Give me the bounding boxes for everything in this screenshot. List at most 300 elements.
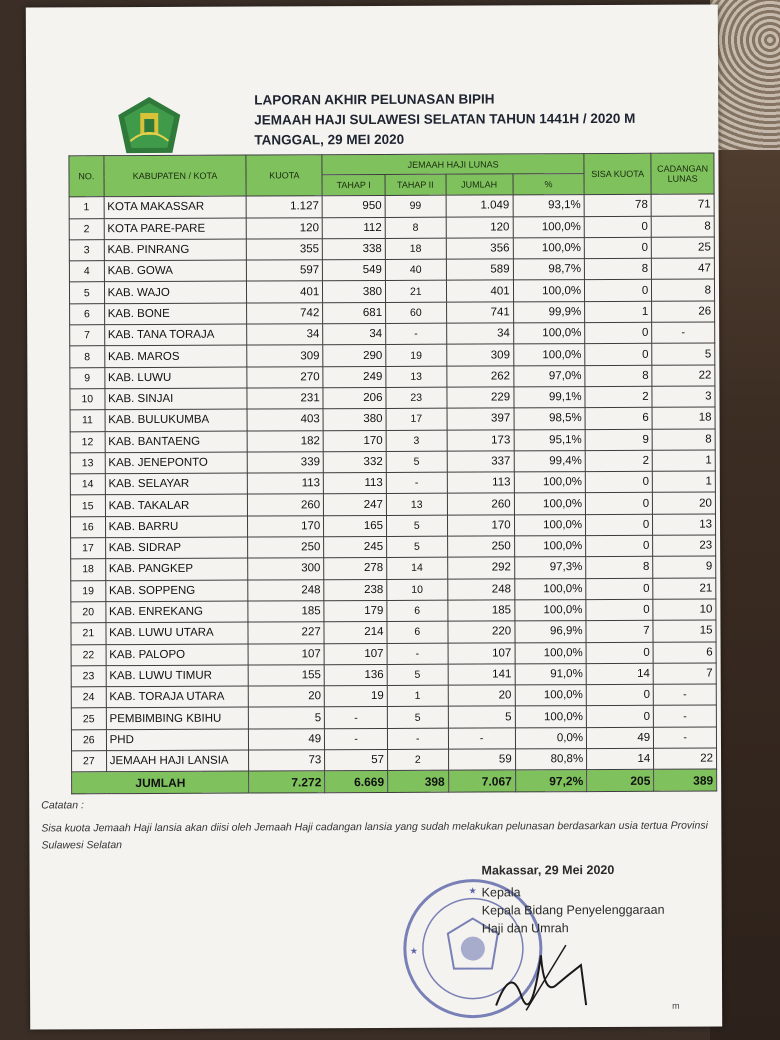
- row-percent: 100,0%: [513, 237, 585, 259]
- row-tahap-1: 179: [324, 600, 387, 622]
- row-no: 10: [70, 389, 105, 410]
- row-sisa-kuota: 0: [586, 493, 653, 515]
- row-kabupaten: JEMAAH HAJI LANSIA: [106, 750, 249, 772]
- row-tahap-2: 19: [386, 345, 447, 367]
- row-tahap-1: 338: [323, 238, 386, 260]
- row-tahap-2: 6: [387, 621, 448, 643]
- table-body: [69, 194, 717, 772]
- row-kabupaten: KAB. JENEPONTO: [105, 452, 248, 474]
- row-sisa-kuota: 0: [586, 535, 653, 557]
- row-tahap-1: 19: [324, 686, 387, 708]
- row-cadangan: 22: [654, 748, 717, 770]
- row-tahap-2: 10: [387, 579, 448, 601]
- svg-text:★: ★: [468, 885, 477, 896]
- row-percent: 99,9%: [513, 301, 585, 323]
- row-no: 20: [71, 602, 106, 623]
- row-cadangan: 5: [652, 343, 715, 365]
- row-kuota: 597: [247, 260, 323, 282]
- row-kabupaten: KAB. BANTAENG: [105, 431, 248, 453]
- row-jumlah: 397: [447, 408, 514, 430]
- row-no: 27: [72, 751, 107, 772]
- row-cadangan: -: [654, 705, 717, 727]
- row-sisa-kuota: 14: [586, 663, 653, 685]
- row-tahap-1: 112: [322, 217, 385, 239]
- row-jumlah: 220: [448, 621, 515, 643]
- row-kabupaten: KAB. SINJAI: [105, 388, 248, 410]
- row-kuota: 270: [247, 366, 323, 388]
- total-label: JUMLAH: [72, 771, 250, 794]
- row-jumlah: 292: [447, 557, 514, 579]
- row-cadangan: 71: [651, 194, 714, 216]
- row-tahap-1: -: [325, 707, 388, 729]
- ministry-logo-icon: [114, 95, 184, 157]
- row-kabupaten: KAB. ENREKANG: [105, 601, 248, 623]
- row-percent: 98,7%: [513, 259, 585, 281]
- row-kabupaten: KAB. WAJO: [104, 282, 247, 304]
- row-no: 18: [71, 559, 106, 580]
- row-tahap-2: -: [387, 643, 448, 665]
- row-kabupaten: KAB. LUWU UTARA: [106, 622, 249, 644]
- row-tahap-1: 206: [323, 387, 386, 409]
- row-sisa-kuota: 49: [587, 727, 654, 749]
- row-no: 8: [70, 346, 105, 367]
- header-cadangan: CADANGAN LUNAS: [651, 153, 714, 195]
- role-line-1: Kepala: [481, 885, 521, 900]
- row-percent: 97,3%: [514, 557, 586, 579]
- row-tahap-2: 60: [386, 302, 447, 324]
- row-tahap-1: 950: [322, 196, 385, 218]
- row-sisa-kuota: 1: [585, 301, 652, 323]
- total-tahap-1: 6.669: [325, 771, 388, 793]
- row-percent: 96,9%: [515, 621, 587, 643]
- row-kuota: 120: [247, 217, 323, 239]
- row-cadangan: 47: [652, 258, 715, 280]
- row-tahap-2: 5: [386, 515, 447, 537]
- row-percent: 100,0%: [513, 344, 585, 366]
- total-tahap-2: 398: [388, 770, 449, 792]
- row-kabupaten: PHD: [106, 729, 249, 751]
- row-sisa-kuota: 0: [585, 471, 652, 493]
- row-sisa-kuota: 0: [584, 216, 651, 238]
- row-cadangan: 13: [653, 514, 716, 536]
- row-percent: 95,1%: [514, 429, 586, 451]
- table-row: [70, 343, 715, 367]
- row-cadangan: 8: [652, 429, 715, 451]
- row-percent: 99,1%: [514, 387, 586, 409]
- row-sisa-kuota: 0: [586, 514, 653, 536]
- row-kuota: 742: [247, 303, 323, 325]
- row-no: 13: [70, 453, 105, 474]
- row-kabupaten: KAB. PALOPO: [106, 644, 249, 666]
- row-tahap-2: 2: [387, 749, 448, 771]
- report-title: [254, 89, 684, 151]
- table-row: [71, 705, 716, 729]
- row-jumlah: 589: [446, 259, 513, 281]
- row-no: 1: [69, 197, 104, 218]
- table-row: [71, 599, 716, 623]
- row-percent: 100,0%: [513, 323, 585, 345]
- row-tahap-2: 13: [386, 366, 447, 388]
- row-sisa-kuota: 8: [585, 365, 652, 387]
- row-no: 7: [70, 325, 105, 346]
- place-date: Makassar, 29 Mei 2020: [481, 862, 615, 878]
- table-row: [70, 450, 715, 474]
- row-no: 4: [69, 261, 104, 282]
- table-row: [71, 663, 716, 687]
- row-tahap-2: 6: [387, 600, 448, 622]
- row-kuota: 73: [249, 750, 325, 772]
- row-cadangan: 1: [652, 450, 715, 472]
- row-cadangan: 3: [652, 386, 715, 408]
- row-no: 2: [69, 218, 104, 239]
- row-kabupaten: KAB. TANA TORAJA: [104, 324, 247, 346]
- row-tahap-1: 113: [324, 473, 387, 495]
- row-tahap-1: 290: [323, 345, 386, 367]
- row-sisa-kuota: 2: [585, 386, 652, 408]
- row-jumlah: 185: [447, 600, 514, 622]
- row-kabupaten: KAB. TAKALAR: [105, 495, 248, 517]
- row-percent: 100,0%: [515, 642, 587, 664]
- row-sisa-kuota: 2: [585, 450, 652, 472]
- row-cadangan: 8: [651, 216, 714, 238]
- row-sisa-kuota: 14: [587, 748, 654, 770]
- role-line-3: Haji dan Umrah: [481, 921, 569, 936]
- row-cadangan: 23: [653, 535, 716, 557]
- row-tahap-2: 5: [387, 664, 448, 686]
- table-row: [70, 492, 715, 516]
- row-no: 17: [71, 538, 106, 559]
- row-sisa-kuota: 0: [584, 237, 651, 259]
- row-tahap-2: 3: [386, 430, 447, 452]
- row-jumlah: 113: [447, 472, 514, 494]
- total-percent: 97,2%: [515, 770, 587, 792]
- row-percent: 100,0%: [514, 493, 586, 515]
- row-kabupaten: KAB. GOWA: [104, 260, 247, 282]
- row-jumlah: 229: [446, 387, 513, 409]
- table-row: [71, 578, 716, 602]
- row-tahap-2: 14: [387, 558, 448, 580]
- row-kuota: 260: [248, 494, 324, 516]
- table-row: [71, 556, 716, 580]
- row-jumlah: -: [448, 728, 515, 750]
- row-kuota: 113: [248, 473, 324, 495]
- header-kabupaten: KABUPATEN / KOTA: [104, 155, 247, 197]
- row-sisa-kuota: 7: [586, 621, 653, 643]
- total-jumlah: 7.067: [448, 770, 515, 792]
- row-cadangan: 22: [652, 365, 715, 387]
- row-jumlah: 20: [448, 685, 515, 707]
- row-percent: 100,0%: [514, 536, 586, 558]
- row-kabupaten: KAB. MAROS: [104, 345, 247, 367]
- row-cadangan: 10: [653, 599, 716, 621]
- row-no: 14: [70, 474, 105, 495]
- row-sisa-kuota: 0: [585, 344, 652, 366]
- header-no: NO.: [69, 156, 104, 197]
- table-row: [70, 322, 715, 346]
- row-no: 22: [71, 644, 106, 665]
- row-tahap-1: 214: [324, 622, 387, 644]
- row-sisa-kuota: 0: [586, 599, 653, 621]
- row-percent: 100,0%: [515, 706, 587, 728]
- notes-heading: Catatan :: [41, 799, 84, 812]
- row-tahap-1: 107: [324, 643, 387, 665]
- row-kuota: 355: [247, 239, 323, 261]
- table-row: [69, 194, 714, 218]
- row-tahap-2: 40: [385, 259, 446, 281]
- row-jumlah: 170: [447, 515, 514, 537]
- row-no: 3: [69, 240, 104, 261]
- row-cadangan: 18: [652, 407, 715, 429]
- row-no: 6: [70, 303, 105, 324]
- row-tahap-2: -: [387, 728, 448, 750]
- row-kuota: 248: [248, 579, 324, 601]
- row-cadangan: 7: [653, 663, 716, 685]
- row-no: 23: [71, 665, 106, 686]
- row-percent: 80,8%: [515, 749, 587, 771]
- row-no: 15: [70, 495, 105, 516]
- row-kabupaten: KAB. BARRU: [105, 516, 248, 538]
- row-percent: 100,0%: [513, 216, 585, 238]
- notes-section: [41, 795, 711, 855]
- total-cadangan: 389: [654, 769, 717, 791]
- row-no: 19: [71, 580, 106, 601]
- row-kabupaten: KAB. BONE: [104, 303, 247, 325]
- total-sisa: 205: [587, 770, 654, 792]
- table-row: [70, 386, 715, 410]
- row-kabupaten: KAB. SIDRAP: [105, 537, 248, 559]
- row-percent: 100,0%: [514, 514, 586, 536]
- row-no: 9: [70, 367, 105, 388]
- lace-doily: [710, 0, 780, 150]
- table-row: [70, 407, 715, 431]
- row-kuota: 182: [248, 430, 324, 452]
- total-kuota: 7.272: [249, 771, 325, 793]
- table-row: [70, 365, 715, 389]
- row-jumlah: 120: [446, 216, 513, 238]
- header-jemaah-lunas: JEMAAH HAJI LUNAS: [322, 154, 584, 175]
- header-kuota: KUOTA: [246, 155, 322, 197]
- row-no: 5: [69, 282, 104, 303]
- header-jumlah: JUMLAH: [446, 174, 513, 196]
- row-cadangan: 6: [653, 642, 716, 664]
- row-jumlah: 1.049: [446, 195, 513, 217]
- title-line-1: LAPORAN AKHIR PELUNASAN BIPIH: [254, 91, 495, 108]
- document-page: [26, 4, 722, 1029]
- row-kuota: 1.127: [247, 196, 323, 218]
- row-no: 26: [71, 729, 106, 750]
- row-jumlah: 5: [448, 706, 515, 728]
- row-tahap-1: 170: [323, 430, 386, 452]
- row-tahap-2: 5: [387, 707, 448, 729]
- row-sisa-kuota: 8: [586, 557, 653, 579]
- row-tahap-2: 17: [386, 408, 447, 430]
- row-percent: 100,0%: [514, 578, 586, 600]
- row-cadangan: 15: [653, 620, 716, 642]
- row-jumlah: 141: [448, 664, 515, 686]
- row-jumlah: 173: [447, 429, 514, 451]
- row-percent: 97,0%: [513, 365, 585, 387]
- data-table: [68, 153, 717, 795]
- row-no: 25: [71, 708, 106, 729]
- row-cadangan: 8: [652, 279, 715, 301]
- table-row: [71, 684, 716, 708]
- row-no: 21: [71, 623, 106, 644]
- row-kabupaten: KAB. PINRANG: [104, 239, 247, 261]
- row-no: 16: [70, 516, 105, 537]
- row-tahap-1: 681: [323, 302, 386, 324]
- row-cadangan: -: [652, 322, 715, 344]
- row-cadangan: 25: [651, 237, 714, 259]
- header-tahap-1: TAHAP I: [322, 174, 385, 196]
- row-kuota: 401: [247, 281, 323, 303]
- row-percent: 100,0%: [515, 600, 587, 622]
- row-kuota: 227: [248, 622, 324, 644]
- row-percent: 100,0%: [515, 685, 587, 707]
- row-sisa-kuota: 0: [586, 706, 653, 728]
- row-no: 11: [70, 410, 105, 431]
- row-cadangan: -: [653, 684, 716, 706]
- table-row: [69, 258, 714, 282]
- row-kuota: 185: [248, 601, 324, 623]
- table-row: [69, 216, 714, 240]
- table-row: [71, 535, 716, 559]
- row-jumlah: 248: [447, 579, 514, 601]
- row-kuota: 20: [249, 686, 325, 708]
- row-kabupaten: KAB. LUWU TIMUR: [106, 665, 249, 687]
- table-row: [70, 429, 715, 453]
- row-cadangan: -: [654, 727, 717, 749]
- row-sisa-kuota: 0: [585, 322, 652, 344]
- row-jumlah: 250: [447, 536, 514, 558]
- table-row: [70, 471, 715, 495]
- row-kabupaten: KAB. SELAYAR: [105, 473, 248, 495]
- row-no: 24: [71, 687, 106, 708]
- row-tahap-1: 549: [323, 260, 386, 282]
- table-row: [69, 237, 714, 261]
- row-sisa-kuota: 8: [584, 258, 651, 280]
- row-kabupaten: KAB. LUWU: [104, 367, 247, 389]
- row-tahap-1: -: [325, 728, 388, 750]
- table-row: [71, 727, 716, 751]
- row-kuota: 155: [249, 665, 325, 687]
- row-kuota: 34: [247, 324, 323, 346]
- row-kabupaten: KAB. TORAJA UTARA: [106, 686, 249, 708]
- header-sisa-kuota: SISA KUOTA: [584, 153, 651, 195]
- row-cadangan: 9: [653, 556, 716, 578]
- row-kuota: 5: [249, 707, 325, 729]
- svg-text:★: ★: [409, 945, 418, 956]
- row-kuota: 107: [249, 643, 325, 665]
- row-tahap-1: 245: [324, 536, 387, 558]
- row-jumlah: 34: [446, 323, 513, 345]
- row-tahap-1: 165: [324, 515, 387, 537]
- row-jumlah: 260: [447, 493, 514, 515]
- row-tahap-2: 1: [387, 685, 448, 707]
- row-percent: 100,0%: [514, 472, 586, 494]
- row-tahap-1: 238: [324, 579, 387, 601]
- row-percent: 0,0%: [515, 727, 587, 749]
- row-tahap-1: 136: [324, 664, 387, 686]
- row-tahap-2: 5: [386, 451, 447, 473]
- row-jumlah: 401: [446, 280, 513, 302]
- row-kuota: 403: [247, 409, 323, 431]
- row-percent: 100,0%: [513, 280, 585, 302]
- row-cadangan: 20: [653, 492, 716, 514]
- row-kabupaten: KAB. SOPPENG: [105, 580, 248, 602]
- row-sisa-kuota: 0: [586, 684, 653, 706]
- row-cadangan: 1: [653, 471, 716, 493]
- row-tahap-1: 247: [324, 494, 387, 516]
- row-kuota: 49: [249, 728, 325, 750]
- table-row: [71, 642, 716, 666]
- row-jumlah: 262: [446, 366, 513, 388]
- row-tahap-1: 380: [323, 409, 386, 431]
- title-line-3: TANGGAL, 29 MEI 2020: [254, 131, 405, 148]
- row-kabupaten: KAB. BULUKUMBA: [105, 409, 248, 431]
- table-row: [70, 301, 715, 325]
- row-tahap-2: 13: [386, 494, 447, 516]
- row-sisa-kuota: 0: [586, 642, 653, 664]
- row-tahap-1: 380: [323, 281, 386, 303]
- row-percent: 91,0%: [515, 663, 587, 685]
- row-jumlah: 356: [446, 238, 513, 260]
- row-tahap-2: 23: [386, 387, 447, 409]
- row-percent: 99,4%: [514, 450, 586, 472]
- row-kuota: 250: [248, 537, 324, 559]
- table-row: [69, 279, 714, 303]
- row-sisa-kuota: 6: [585, 408, 652, 430]
- row-jumlah: 309: [446, 344, 513, 366]
- total-row: [72, 769, 717, 794]
- notes-text: Sisa kuota Jemaah Haji lansia akan diisi oleh Jemaah Haji cadangan lansia yang sudah melakukan pelunasan berdasarkan usia tertua Provinsi Sulawesi Selatan: [41, 819, 708, 852]
- row-tahap-2: 21: [385, 281, 446, 303]
- row-jumlah: 337: [447, 451, 514, 473]
- row-kuota: 231: [247, 388, 323, 410]
- row-tahap-2: 99: [385, 195, 446, 217]
- row-percent: 93,1%: [513, 195, 585, 217]
- row-kuota: 309: [247, 345, 323, 367]
- row-jumlah: 107: [448, 642, 515, 664]
- title-line-2: JEMAAH HAJI SULAWESI SELATAN TAHUN 1441H / 2020 M: [254, 110, 636, 128]
- row-tahap-2: -: [386, 323, 447, 345]
- row-no: 12: [70, 431, 105, 452]
- row-cadangan: 21: [653, 578, 716, 600]
- header-percent: %: [513, 174, 585, 196]
- row-tahap-2: -: [386, 472, 447, 494]
- row-tahap-2: 18: [385, 238, 446, 260]
- row-sisa-kuota: 9: [585, 429, 652, 451]
- row-tahap-1: 278: [324, 558, 387, 580]
- page-mark: m: [672, 1000, 680, 1011]
- row-kabupaten: KAB. PANGKEP: [105, 558, 248, 580]
- row-jumlah: 741: [446, 302, 513, 324]
- row-sisa-kuota: 78: [584, 195, 651, 217]
- row-tahap-2: 5: [387, 536, 448, 558]
- row-kabupaten: KOTA MAKASSAR: [104, 196, 247, 218]
- row-tahap-1: 332: [323, 451, 386, 473]
- handwritten-signature-icon: [486, 935, 606, 1016]
- header-tahap-2: TAHAP II: [385, 174, 446, 196]
- row-cadangan: 26: [652, 301, 715, 323]
- row-tahap-1: 249: [323, 366, 386, 388]
- table-row: [71, 620, 716, 644]
- row-sisa-kuota: 0: [585, 280, 652, 302]
- row-sisa-kuota: 0: [586, 578, 653, 600]
- row-kuota: 300: [248, 558, 324, 580]
- table-row: [70, 514, 715, 538]
- row-tahap-1: 34: [323, 324, 386, 346]
- row-tahap-2: 8: [385, 217, 446, 239]
